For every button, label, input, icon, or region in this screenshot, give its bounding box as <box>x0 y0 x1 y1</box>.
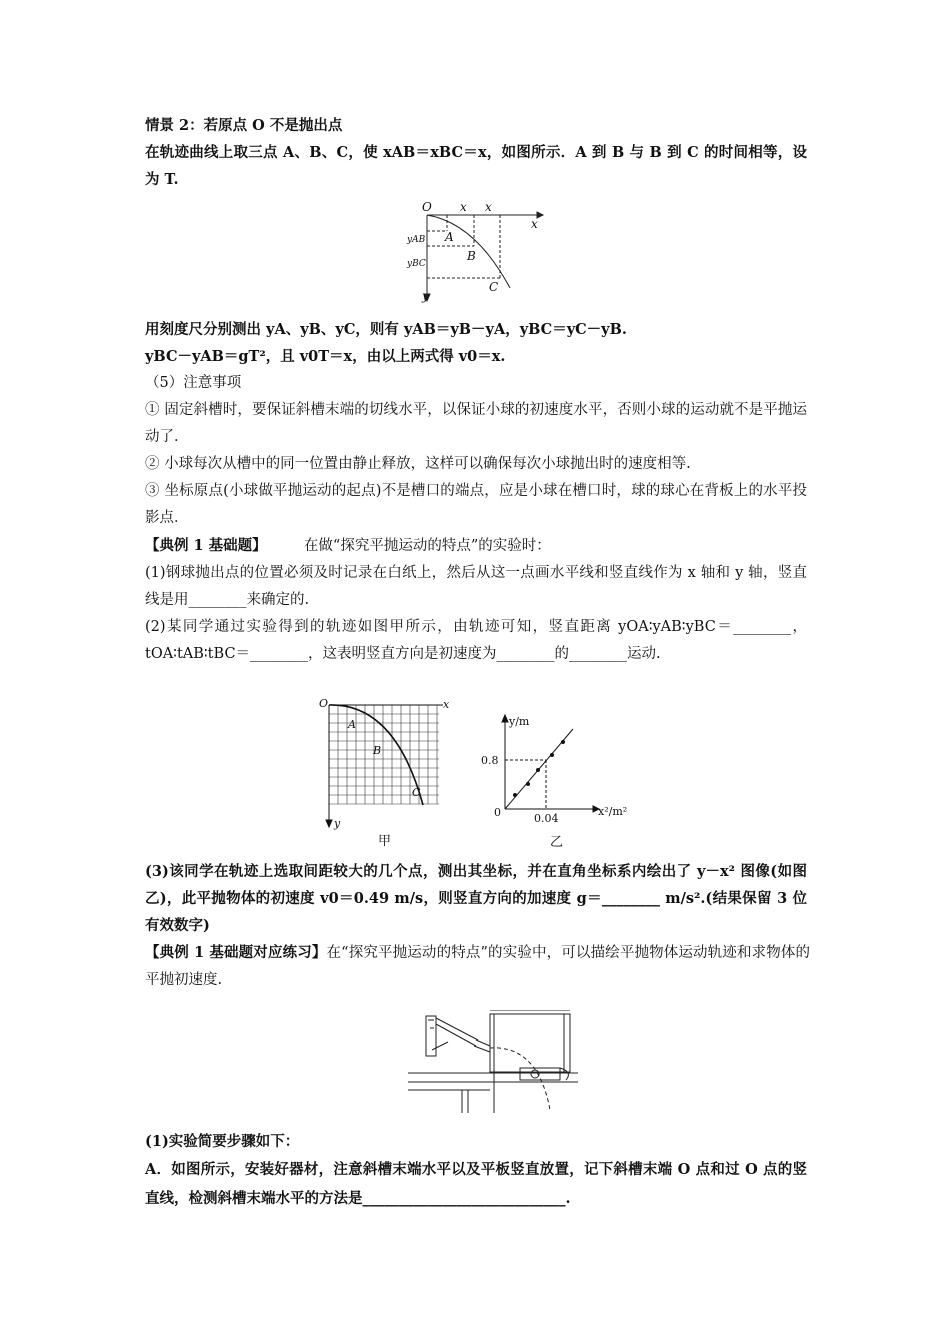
yi-caption: 乙 <box>550 835 564 849</box>
jia-caption: 甲 <box>378 834 392 848</box>
jia-x-label: x <box>443 698 450 711</box>
origin-label: O <box>422 200 432 214</box>
question-3: (3)该同学在轨迹上选取间距较大的几个点，测出其坐标，并在直角坐标系内绘出了 y－x² 图像(如图乙)，此平抛物体的初速度 v0＝0.49 m/s，则竖直方向的加速度 g＝________ m/s².(结果保留 3 位有效数字) <box>145 863 807 934</box>
x-seg-label-1: x <box>460 200 467 214</box>
yi-origin: 0 <box>494 806 501 819</box>
apparatus-figure <box>408 1010 578 1115</box>
yi-y-label: y/m <box>509 715 530 728</box>
jia-b-label: B <box>373 744 382 757</box>
step-a: A．如图所示，安装好器材，注意斜槽末端水平以及平板竖直放置，记下斜槽末端 O 点和过 O 点的竖直线，检测斜槽末端水平的方法是____________________________. <box>145 1161 807 1207</box>
content-block-3 <box>145 858 810 994</box>
y-axis-label: y <box>422 289 429 303</box>
figure-jia <box>315 693 455 848</box>
formula-text: yBC－yAB＝gT²，且 v0T＝x，由以上两式得 v0＝x. <box>145 348 506 365</box>
content-block-4 <box>145 1128 810 1213</box>
yi-xtick: 0.04 <box>534 812 559 825</box>
case2-title: 情景 2：若原点 O 不是抛出点 <box>145 117 343 134</box>
notes-title: （5）注意事项 <box>145 375 242 391</box>
document-page <box>145 112 810 193</box>
point-c-label: C <box>489 280 499 294</box>
x-axis-label: x <box>531 217 538 231</box>
measure-text: 用刻度尺分别测出 yA、yB、yC，则有 yAB＝yB－yA，yBC＝yC－yB. <box>145 321 627 338</box>
point-a-label: A <box>445 230 454 244</box>
jia-y-label: y <box>334 817 341 830</box>
note-1: ① 固定斜槽时，要保证斜槽末端的切线水平，以保证小球的初速度水平，否则小球的运动就不是平抛运动了． <box>145 402 807 445</box>
note-3: ③ 坐标原点(小球做平抛运动的起点)不是槽口的端点，应是小球在槽口时，球的球心在背板上的水平投影点． <box>145 483 807 526</box>
case2-text: 在轨迹曲线上取三点 A、B、C，使 xAB＝xBC＝x，如图所示．A 到 B 与 B 到 C 的时间相等，设为 T. <box>145 144 807 188</box>
x-seg-label-2: x <box>485 200 492 214</box>
trajectory-figure <box>405 198 550 304</box>
practice-title: 【典例 1 基础题对应练习】 <box>145 944 327 961</box>
question-2: (2)某同学通过实验得到的轨迹如图甲所示，由轨迹可知，竖直距离 yOA∶yAB∶yBC＝________，tOA∶tAB∶tBC＝________，这表明竖直方向是初速度为________的________运动. <box>145 619 807 662</box>
content-block-2 <box>145 316 810 668</box>
figure-yi <box>478 712 643 849</box>
yi-ytick: 0.8 <box>481 754 499 767</box>
practice-intro: 在“探究平抛运动的特点”的实验中，可以描绘平抛物体运动轨迹和求物体的平抛初速度. <box>145 945 811 988</box>
steps-title: (1)实验简要步骤如下： <box>145 1133 300 1150</box>
note-2: ② 小球每次从槽中的同一位置由静止释放，这样可以确保每次小球抛出时的速度相等. <box>145 456 691 472</box>
example1-title: 【典例 1 基础题】 <box>145 537 267 554</box>
jia-origin-label: O <box>319 697 329 710</box>
y-ab-label: yAB <box>407 235 426 245</box>
jia-c-label: C <box>412 786 421 799</box>
y-bc-label: yBC <box>407 259 426 269</box>
example1-intro: 在做“探究平抛运动的特点”的实验时： <box>303 538 551 554</box>
point-b-label: B <box>467 249 476 263</box>
question-1: (1)钢球抛出点的位置必须及时记录在白纸上，然后从这一点画水平线和竖直线作为 x 轴和 y 轴，竖直线是用________来确定的. <box>145 565 807 608</box>
yi-x-label: x²/m² <box>598 805 628 818</box>
grid-lines <box>329 705 439 804</box>
jia-a-label: A <box>348 718 356 731</box>
